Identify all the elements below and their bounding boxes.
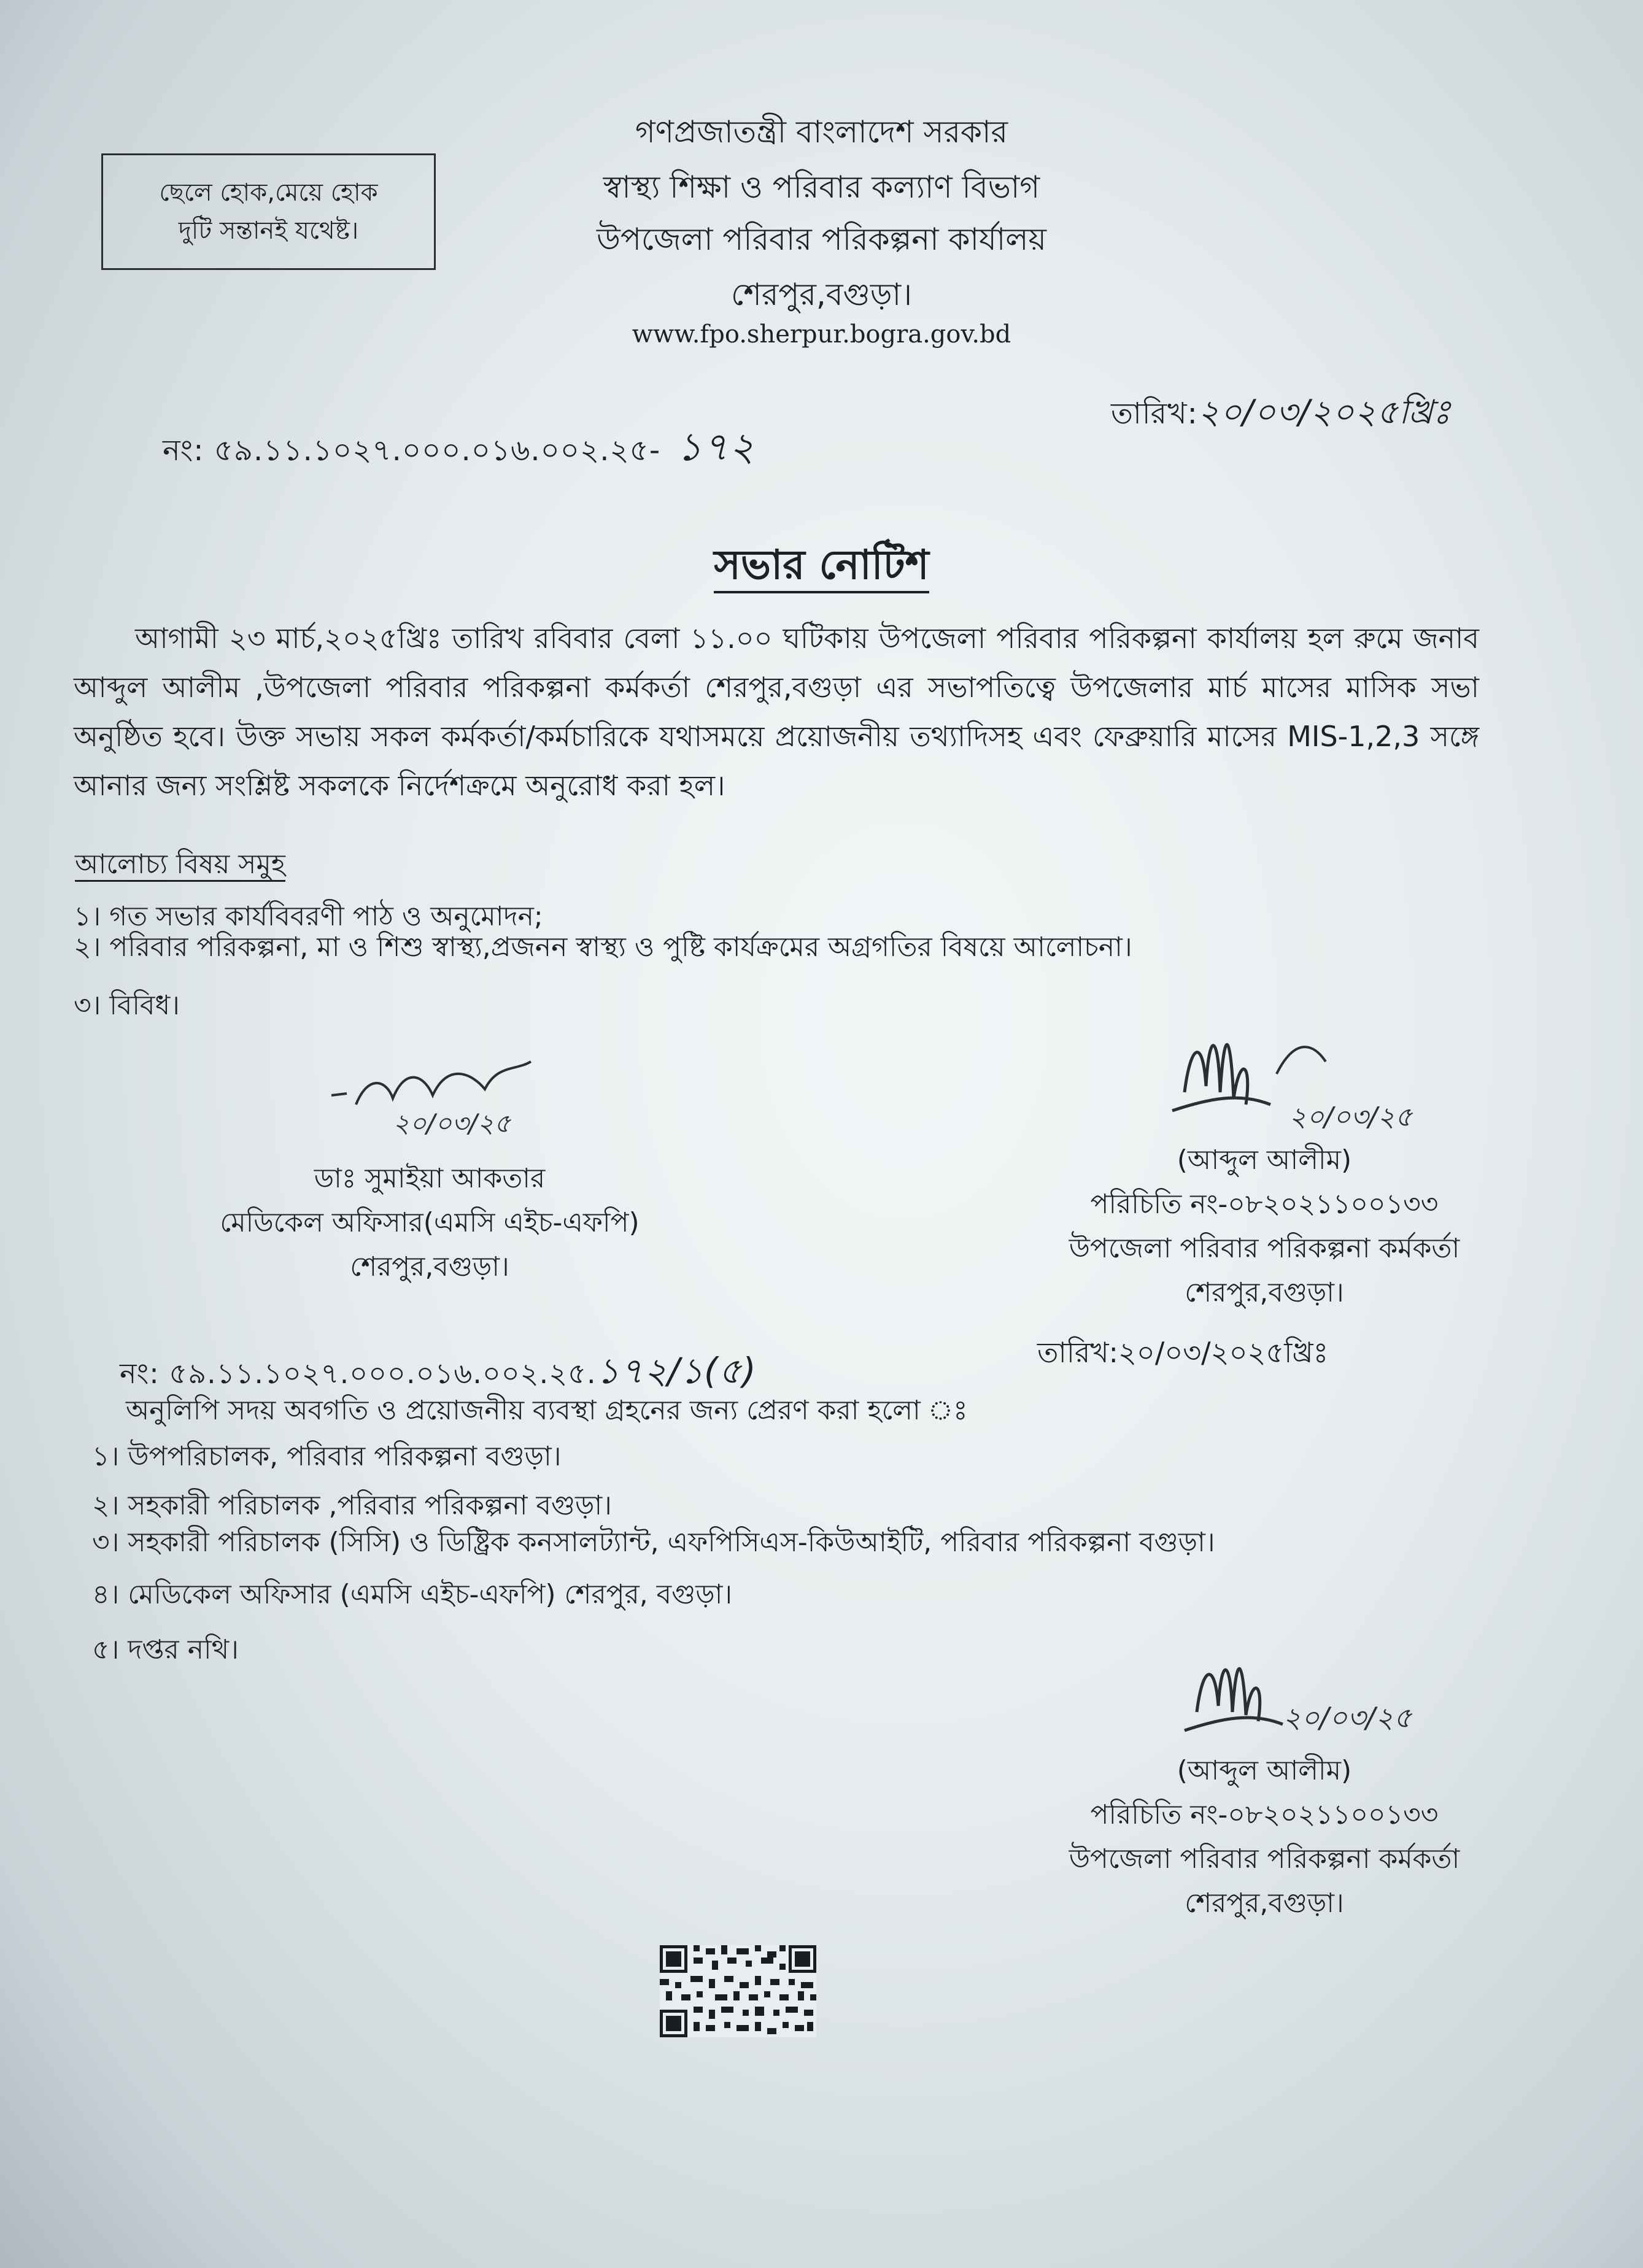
bottom-signatory-id: পরিচিতি নং-০৮২০২১১০০১৩৩ bbox=[1090, 1799, 1439, 1830]
bottom-signature bbox=[1166, 1645, 1485, 1755]
memo-number-handwritten: ১৭২ bbox=[676, 425, 756, 470]
header-website: www.fpo.sherpur.bogra.gov.bd bbox=[632, 320, 1011, 349]
memo-date bbox=[1111, 387, 1451, 442]
copy-item: ৫। দপ্তর নথি। bbox=[92, 1634, 239, 1665]
right-signatory-block bbox=[957, 1138, 1571, 1315]
agenda-heading bbox=[75, 844, 285, 889]
memo-date-handwritten: ২০/০৩/২০২৫খ্রিঃ bbox=[1197, 393, 1452, 431]
left-signatory-designation: মেডিকেল অফিসার(এমসি এইচ-এফপি) bbox=[220, 1207, 640, 1238]
agenda-item: ৩। বিবিধ। bbox=[74, 990, 180, 1021]
left-signature bbox=[319, 1037, 565, 1148]
agenda-item: ২। পরিবার পরিকল্পনা, মা ও শিশু স্বাস্থ্য,প্রজনন স্বাস্থ্য ও পুষ্টি কার্যক্রমের অগ্রগতির বিষয়ে আলোচনা। bbox=[74, 932, 1132, 963]
bottom-signatory-block bbox=[957, 1749, 1571, 1926]
slogan-line-2: দুটি সন্তানই যথেষ্ট। bbox=[178, 217, 359, 245]
copy-item: ২। সহকারী পরিচালক ,পরিবার পরিকল্পনা বগুড়া। bbox=[92, 1490, 612, 1521]
header-division: স্বাস্থ্য শিক্ষা ও পরিবার কল্যাণ বিভাগ bbox=[603, 169, 1040, 205]
notice-body: আগামী ২৩ মার্চ,২০২৫খ্রিঃ তারিখ রবিবার বেলা ১১.০০ ঘটিকায় উপজেলা পরিবার পরিকল্পনা কার্যালয় হল রুমে জনাব আব্দুল আলীম ,উপজেলা পরিবার পরিকল্পনা কর্মকর্তা শেরপুর,বগুড়া এর সভাপতিত্বে উপজেলার মার্চ মাসের মাসিক সভা অনুষ্ঠিত হবে। উক্ত সভায় সকল কর্মকর্তা/কর্মচারিকে যথাসময়ে প্রয়োজনীয় তথ্যাদিসহ এবং ফেব্রুয়ারি মাসের MIS-1,2,3 সঙ্গে আনার জন্য সংশ্লিষ্ট সকলকে নির্দেশক্রমে অনুরোধ করা হল। bbox=[74, 622, 1479, 802]
agenda-item: ১। গত সভার কার্যবিবরণী পাঠ ও অনুমোদন; bbox=[74, 901, 543, 932]
qr-code bbox=[660, 1945, 816, 2037]
header-office: উপজেলা পরিবার পরিকল্পনা কার্যালয় bbox=[597, 222, 1046, 257]
right-signatory-location: শেরপুর,বগুড়া। bbox=[1185, 1277, 1344, 1308]
copy-intro: অনুলিপি সদয় অবগতি ও প্রয়োজনীয় ব্যবস্থা গ্রহনের জন্য প্রেরণ করা হলো ঃ bbox=[126, 1395, 968, 1426]
agenda-heading-text: আলোচ্য বিষয় সমুহ bbox=[75, 849, 285, 882]
bottom-signatory-designation: উপজেলা পরিবার পরিকল্পনা কর্মকর্তা bbox=[1069, 1843, 1460, 1875]
memo-number-printed: নং: ৫৯.১১.১০২৭.০০০.০১৬.০০২.২৫- bbox=[163, 433, 661, 468]
memo-number bbox=[163, 417, 755, 483]
left-signatory-location: শেরপুর,বগুড়া। bbox=[350, 1251, 509, 1282]
notice-title bbox=[0, 534, 1643, 601]
slogan-line-1: ছেলে হোক,মেয়ে হোক bbox=[159, 179, 378, 207]
right-signature-date: ২০/০৩/২৫ bbox=[1289, 1101, 1413, 1133]
header-government: গণপ্রজাতন্ত্রী বাংলাদেশ সরকার bbox=[635, 114, 1008, 150]
copy-memo-number-printed: নং: ৫৯.১১.১০২৭.০০০.০১৬.০০২.২৫. bbox=[120, 1357, 597, 1390]
right-signatory-designation: উপজেলা পরিবার পরিকল্পনা কর্মকর্তা bbox=[1069, 1233, 1460, 1264]
left-signatory-name: ডাঃ সুমাইয়া আকতার bbox=[314, 1163, 546, 1194]
left-signatory-block bbox=[153, 1157, 706, 1289]
right-signatory-date: তারিখ:২০/০৩/২০২৫খ্রিঃ bbox=[1037, 1336, 1329, 1369]
memo-date-label: তারিখ: bbox=[1111, 396, 1198, 431]
left-signature-date: ২০/০৩/২৫ bbox=[393, 1108, 511, 1138]
copy-memo-number-handwritten: ১৭২/১(৫) bbox=[596, 1350, 757, 1392]
bottom-signature-date: ২০/০৩/২৫ bbox=[1283, 1701, 1412, 1734]
copy-item: ৩। সহকারী পরিচালক (সিসি) ও ডিষ্ট্রিক কনসালট্যান্ট, এফপিসিএস-কিউআইটি, পরিবার পরিকল্পনা বগুড়া। bbox=[92, 1527, 1215, 1558]
right-signatory-name: (আব্দুল আলীম) bbox=[1177, 1144, 1352, 1176]
bottom-signatory-name: (আব্দুল আলীম) bbox=[1177, 1755, 1352, 1786]
right-signature bbox=[1148, 1019, 1467, 1141]
header-location: শেরপুর,বগুড়া। bbox=[731, 277, 912, 312]
copy-item: ৪। মেডিকেল অফিসার (এমসি এইচ-এফপি) শেরপুর, বগুড়া। bbox=[92, 1579, 733, 1610]
notice-title-text: সভার নোটিশ bbox=[714, 541, 929, 593]
right-signatory-id: পরিচিতি নং-০৮২০২১১০০১৩৩ bbox=[1090, 1189, 1439, 1220]
copy-item: ১। উপপরিচালক, পরিবার পরিকল্পনা বগুড়া। bbox=[92, 1441, 562, 1472]
bottom-signatory-location: শেরপুর,বগুড়া। bbox=[1185, 1888, 1344, 1919]
